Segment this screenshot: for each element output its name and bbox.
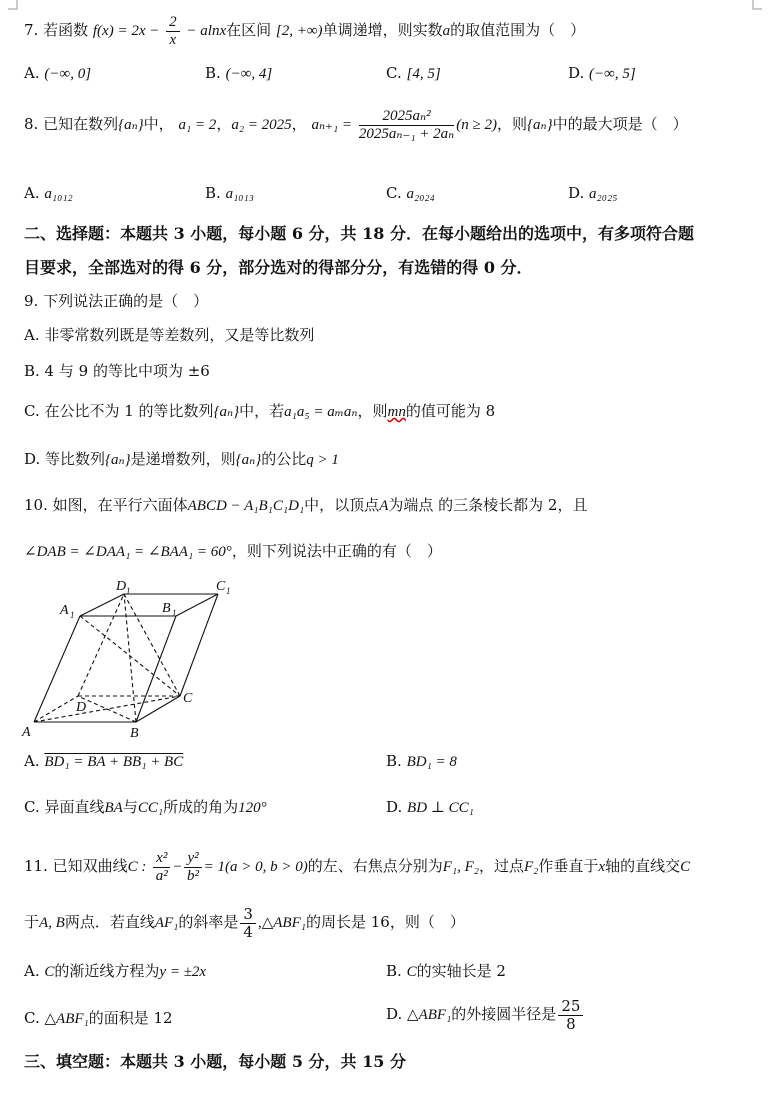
question-7-stem: 7. 若函数 f(x) = 2x − $\frac{2}{x}$ − alnx在区间 [2, +∞)单调递增，则实数a的取值范围为（ ） (24, 14, 586, 48)
q11-option-b[interactable]: B. C的实轴长是 2 (386, 962, 506, 980)
q10-option-a[interactable]: A. BD₁ = BA + BB₁ + BC (24, 752, 184, 770)
q7-option-b[interactable]: B. (−∞, 4] (205, 64, 273, 82)
q11-option-a[interactable]: A. C的渐近线方程为y = ±2x (24, 962, 207, 980)
corner-mark-icon (8, 0, 18, 10)
q8-option-d[interactable]: D. a₂₀₂₅ (568, 184, 618, 202)
vertex-label-D: D (76, 700, 87, 715)
edge-B-B1 (136, 616, 176, 722)
vertex-label-B1: B (162, 601, 171, 616)
section-2-heading-cont: 目要求，全部选对的得 6 分，部分选对的得部分分，有选错的得 0 分． (24, 258, 533, 277)
vertex-label-A1-sub: 1 (70, 610, 75, 620)
vertex-label-D1: D (116, 579, 127, 594)
vertex-label-C1: C (216, 579, 226, 594)
hidden-edge-D-D1 (78, 594, 124, 696)
edge-C-C1 (180, 594, 218, 696)
vertex-label-D1-sub: 1 (126, 586, 131, 596)
parallelepiped-figure (20, 574, 240, 744)
question-10-condition: ∠DAB = ∠DAA₁ = ∠BAA₁ = 60°，则下列说法中正确的有（ ） (24, 542, 442, 560)
vertex-label-B: B (130, 726, 139, 741)
corner-mark-icon (752, 0, 762, 10)
edge-A1-D1 (80, 594, 124, 616)
q8-option-a[interactable]: A. a₁₀₁₂ (24, 184, 73, 202)
question-10-stem: 10. 如图，在平行六面体ABCD − A₁B₁C₁D₁中，以顶点A为端点 的三条棱长都为 2，且 (24, 496, 588, 514)
section-3-heading: 三、填空题：本题共 3 小题，每小题 5 分，共 15 分 (24, 1052, 406, 1071)
q7-option-a[interactable]: A. (−∞, 0] (24, 64, 92, 82)
q9-option-c[interactable]: C. 在公比不为 1 的等比数列{aₙ}中，若a₁a₅ = aₘaₙ，则mn的值可能为 8 (24, 402, 496, 420)
q10-option-d[interactable]: D. BD ⊥ CC₁ (386, 798, 474, 816)
q9-option-a[interactable]: A. 非零常数列既是等差数列，又是等比数列 (24, 326, 315, 344)
q8-option-b[interactable]: B. a₁₀₁₃ (205, 184, 254, 202)
edge-B1-C1 (176, 594, 218, 616)
vertex-label-C: C (183, 691, 193, 706)
q11-option-c[interactable]: C. △ABF₁的面积是 12 (24, 1009, 173, 1027)
q10-option-c[interactable]: C. 异面直线BA与CC₁所成的角为120° (24, 798, 267, 816)
diagonal-B-D (78, 696, 136, 722)
vertex-label-C1-sub: 1 (226, 586, 231, 596)
edge-A-A1 (34, 616, 80, 722)
vertex-label-A1: A (60, 603, 69, 618)
diagonal-A1-C (80, 616, 180, 696)
q7-option-d[interactable]: D. (−∞, 5] (568, 64, 636, 82)
question-9-stem: 9. 下列说法正确的是（ ） (24, 292, 209, 310)
q9-option-d[interactable]: D. 等比数列{aₙ}是递增数列，则{aₙ}的公比q > 1 (24, 450, 339, 468)
q8-option-c[interactable]: C. a₂₀₂₄ (386, 184, 435, 202)
question-11-stem: 11. 已知双曲线C : $\frac{\text{x²}}{\text{a²}}$ − $\frac{\text{y²}}{\text{b²}}$ = 1(a > 0, b > 0)的左、右焦点分别为F₁, F₂，过点F₂作垂直于x轴的直线交C (24, 850, 691, 884)
vertex-label-A: A (22, 725, 31, 740)
edge-B-C (136, 696, 180, 722)
q9-option-b[interactable]: B. 4 与 9 的等比中项为 ±6 (24, 362, 210, 380)
fraction: $\frac{\text{2025aₙ²}}{\text{2025aₙ₋₁ + 2aₙ}}$ (358, 108, 455, 142)
vertex-label-B1-sub: 1 (172, 608, 177, 618)
section-2-heading: 二、选择题：本题共 3 小题，每小题 6 分，共 18 分．在每小题给出的选项中，有多项符合题 (24, 224, 694, 243)
question-8-stem: 8. 已知在数列{aₙ}中， a₁ = 2，a₂ = 2025， aₙ₊₁ = $\frac{\text{2025aₙ²}}{\text{2025aₙ₋₁ + 2aₙ}}$ (n ≥ 2)，则{aₙ}中的最大项是（ ） (24, 108, 688, 142)
q10-option-b[interactable]: B. BD₁ = 8 (386, 752, 457, 770)
question-11-stem-cont: 于A, B两点．若直线AF₁的斜率是 $\frac{3}{4}$ ,△ABF₁的周长是 16，则（ ） (24, 905, 465, 941)
q7-option-c[interactable]: C. [4, 5] (386, 64, 441, 82)
q11-option-d[interactable]: D. △ABF₁的外接圆半径是 $\frac{25}{8}$ (386, 998, 585, 1032)
fraction: $\frac{2}{x}$ (166, 14, 180, 48)
